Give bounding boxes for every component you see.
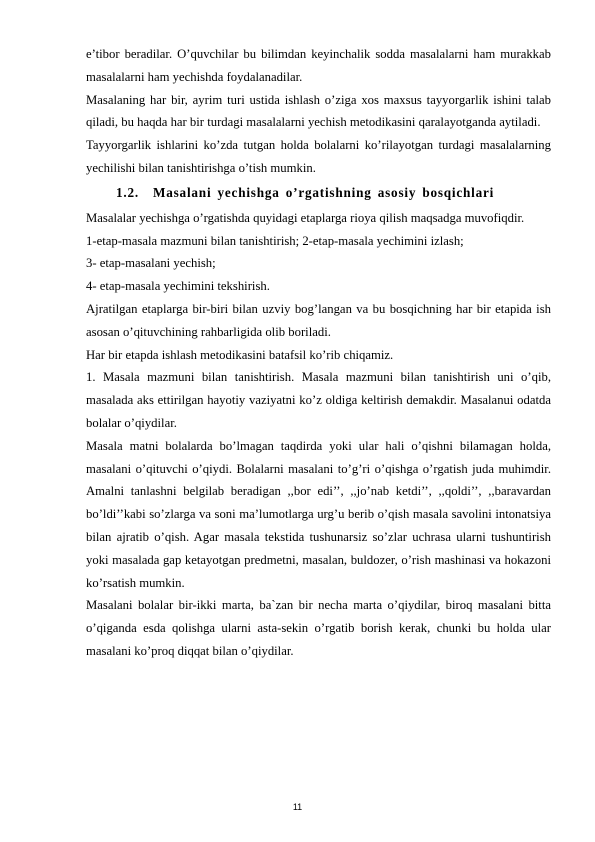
page-number: 11 — [292, 802, 303, 812]
section-heading-title: Masalani yechishga o’rgatishning asosiy bosqichlari — [152, 184, 495, 200]
paragraph-stage-3: 3- etap-masalani yechish; — [86, 256, 216, 271]
paragraph-stage-1-2: 1-etap-masala mazmuni bilan tanishtirish; 2-etap-masala yechimini izlash; — [86, 233, 464, 248]
paragraph-reading-aloud: Masala matni bolalarda bo’lmagan taqdirda yoki ular hali o’qishni bilamagan holda, masalani o’qituvchi o’qiydi. Bolalarni masalani to’g’ri o’qishga o’rgatish juda muhimdir. Amalni tanlashni belgilab beradigan ,,bor edi’’, ,,jo’nab ketdi’’, ,,qoldi’’, ,,baravardan bo’ldi’’kabi so’zlarga va soni ma’lumotlarga urg’u berib o’qish masala savolini intonatsiya bilan ajratib o’qish. Agar masala tekstida tushunarsiz so’zlar uchrasa ularni tushuntirish yoki masalada gap ketayotgan predmetni, masalan, buldozer, o’rish mashinasi va hokazoni ko’rsatish mumkin. — [86, 438, 551, 590]
paragraph-rereading: Masalani bolalar bir-ikki marta, ba`zan bir necha marta o’qiydilar, biroq masalani bitta o’qiganda esda qolishga ularni asta-sekin o’rgatib borish kerak, chunki bu holda ular masalani ko’proq diqqat bilan o’qiydilar. — [86, 598, 551, 658]
paragraph-stages-linked: Ajratilgan etaplarga bir-biri bilan uzviy bog’langan va bu bosqichning har bir etapida ish asosan o’qituvchining rahbarligida olib boriladi. — [86, 301, 551, 339]
paragraph-transition: Tayyorgarlik ishlarini ko’zda tutgan holda bolalarni ko’rilayotgan turdagi masalalarning yechilishi bilan tanishtirishga o’tish mumkin. — [86, 138, 551, 175]
paragraph-preparation: Masalaning har bir, ayrim turi ustida ishlash o’ziga xos maxsus tayyorgarlik ishini talab qiladi, bu haqda har bir turdagi masalalarni yechish metodikasini qaralayotganda aytiladi. — [86, 92, 551, 130]
paragraph-stages-intro: Masalalar yechishga o’rgatishda quyidagi etaplarga rioya qilish maqsadga muvofiqdir. — [86, 210, 525, 225]
paragraph-stage-4: 4- etap-masala yechimini tekshirish. — [86, 279, 270, 294]
paragraph-methodology: Har bir etapda ishlash metodikasini batafsil ko’rib chiqamiz. — [86, 347, 394, 362]
paragraph-familiarization: 1. Masala mazmuni bilan tanishtirish. Masala mazmuni bilan tanishtirish uni o’qib, masalada aks ettirilgan hayotiy vaziyatni ko’z oldiga keltirish demakdir. Masalanui odatda bolalar o’qiydilar. — [86, 370, 551, 430]
section-heading — [116, 182, 551, 204]
paragraph-intro-continuation: e’tibor beradilar. O’quvchilar bu bilimdan keyinchalik sodda masalalarni ham murakkab masalalarni ham yechishda foydalanadilar. — [86, 47, 551, 84]
page-content — [86, 43, 551, 663]
section-heading-number: 1.2. — [116, 184, 139, 200]
